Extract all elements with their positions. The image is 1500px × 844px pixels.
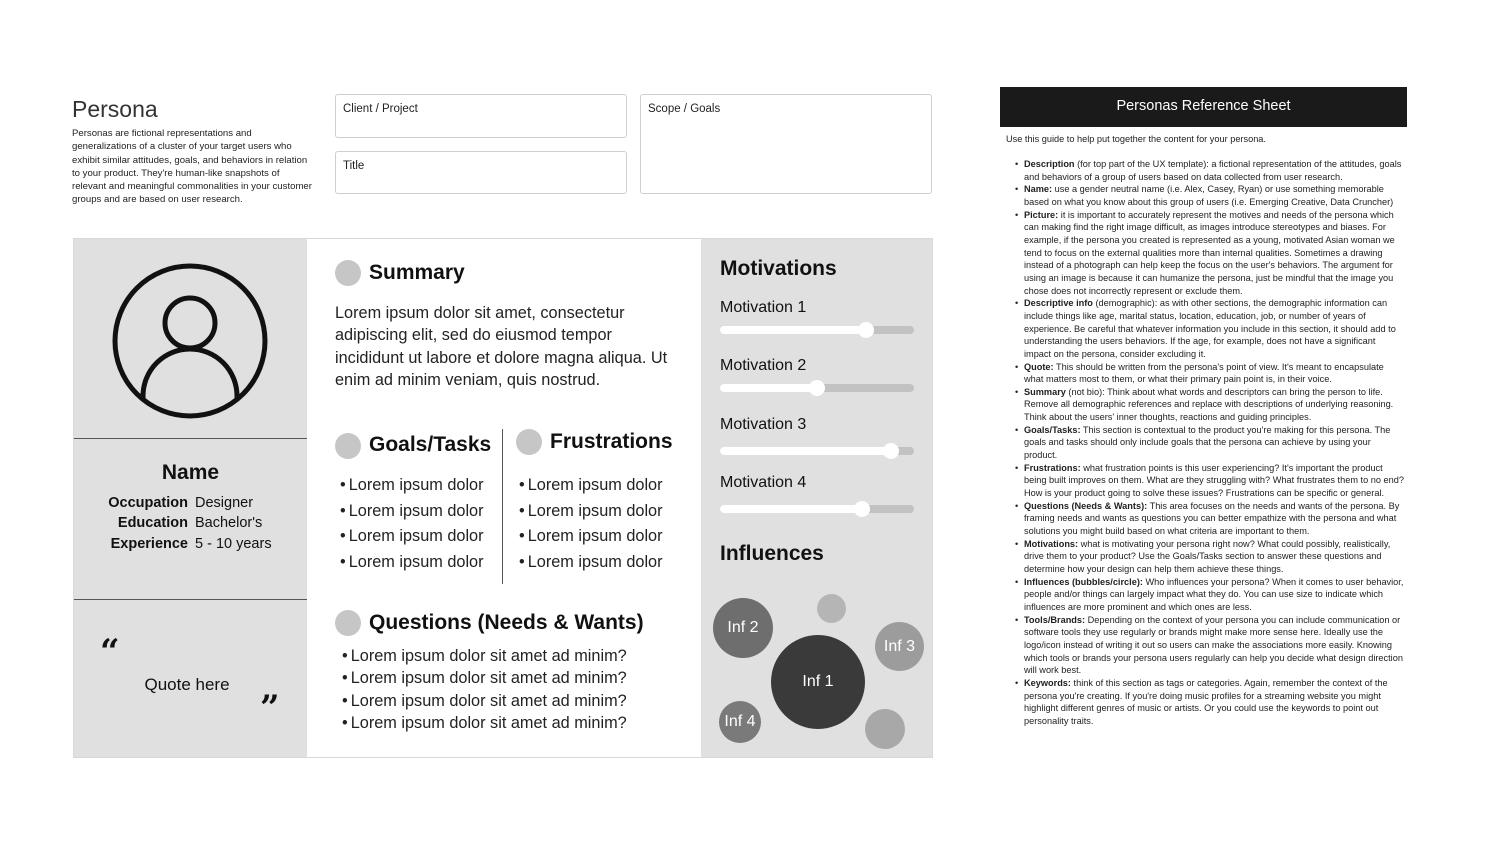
title-field[interactable]: [335, 151, 627, 194]
scope-goals-field[interactable]: [640, 94, 932, 194]
list-item: [1024, 424, 1404, 462]
summary-text: Lorem ipsum dolor sit amet, consectetur adipiscing elit, sed do eiusmod tempor incididunt ut labore et dolore magna aliqua. Ut enim ad minim veniam, quis nostrud.: [335, 304, 668, 389]
influence-bubble: Inf 3: [875, 622, 924, 671]
reference-term: Quote:: [1024, 361, 1054, 372]
motivation-slider-2[interactable]: [720, 384, 914, 392]
motivation-label-2: Motivation 2: [720, 357, 807, 374]
list-item: • Lorem ipsum dolor: [340, 550, 484, 576]
reference-text: Depending on the context of your persona you can include communication or software tools they use regularly or brands might make more sense here. Ideally use the logo/icon instead of writing it out so users can make the associations more easily. Knowing which tools or brands your persona users regularly can help you decide what design direction will work best.: [1024, 614, 1403, 676]
list-item: • Lorem ipsum dolor: [340, 473, 484, 499]
list-item: • Lorem ipsum dolor sit amet ad minim?: [342, 667, 627, 689]
reference-list: [1024, 158, 1404, 728]
motivation-slider-1[interactable]: [720, 326, 914, 334]
motivations-heading: Motivations: [720, 257, 837, 280]
reference-term: Summary: [1024, 386, 1066, 397]
quote-open-icon: “: [100, 632, 120, 672]
reference-text: (for top part of the UX template): a fictional representation of the attitudes, goals and behaviors of a group of users based on data collected from user research.: [1024, 159, 1402, 182]
motivations-column: [701, 239, 932, 757]
title-label: Title: [343, 160, 365, 172]
details-column: [307, 239, 701, 757]
experience-value: 5 - 10 years: [195, 536, 272, 552]
reference-term: Name:: [1024, 184, 1053, 195]
motivation-slider-4[interactable]: [720, 505, 914, 513]
reference-sheet-title: Personas Reference Sheet: [1000, 87, 1407, 127]
summary-dot-icon: [335, 260, 361, 286]
list-item: • Lorem ipsum dolor: [519, 524, 663, 550]
persona-quote: Quote here: [144, 675, 230, 694]
goals-dot-icon: [335, 433, 361, 459]
frustrations-dot-icon: [516, 429, 542, 455]
list-item: • Lorem ipsum dolor: [340, 524, 484, 550]
reference-term: Descriptive info: [1024, 298, 1093, 309]
reference-text: Who influences your persona? When it comes to user behavior, people and/or things can largely impact what they do. You can use size to indicate which influences are more prominent and which ones are less.: [1024, 576, 1404, 612]
profile-divider-bottom: [74, 599, 307, 600]
profile-divider-top: [74, 438, 307, 439]
reference-text: (demographic): as with other sections, the demographic information can include things like age, marital status, location, education, job, or number of years of experience. Be careful that whatever information you include in this section, it should add to understanding the users behaviors. If the age, for example, does not have a significant impact on the persona, consider excluding it.: [1024, 298, 1396, 359]
quote-close-icon: ”: [260, 688, 280, 728]
list-item: • Lorem ipsum dolor sit amet ad minim?: [342, 645, 627, 667]
client-project-field[interactable]: [335, 94, 627, 138]
info-row-occupation: [74, 495, 307, 515]
persona-name: Name: [161, 461, 220, 484]
list-item: [1024, 386, 1404, 424]
scope-goals-label: Scope / Goals: [648, 103, 721, 115]
reference-term: Tools/Brands:: [1024, 614, 1086, 625]
list-item: [1024, 183, 1404, 208]
influence-bubble: [817, 594, 846, 623]
list-item: [1024, 297, 1404, 360]
occupation-value: Designer: [195, 495, 254, 511]
goals-frustrations-divider: [502, 429, 503, 584]
reference-term: Goals/Tasks:: [1024, 424, 1081, 435]
motivation-fill-3: [720, 447, 891, 455]
questions-heading: Questions (Needs & Wants): [369, 611, 644, 634]
motivation-fill-1: [720, 326, 866, 334]
list-item: [1024, 209, 1404, 298]
reference-text: This section is contextual to the product you're making for this persona. The goals and tasks should only include goals that the persona can achieve by using your product.: [1024, 424, 1391, 461]
reference-intro: Use this guide to help put together the content for your persona.: [1006, 134, 1266, 144]
list-item: [1024, 677, 1404, 728]
education-label: Education: [117, 515, 188, 531]
motivation-knob-1[interactable]: [858, 322, 874, 338]
persona-card: [73, 238, 933, 758]
frustrations-heading: Frustrations: [550, 430, 673, 453]
reference-term: Influences (bubbles/circle):: [1024, 576, 1143, 587]
influence-bubble: Inf 4: [719, 701, 761, 743]
influences-heading: Influences: [720, 542, 824, 565]
questions-dot-icon: [335, 610, 361, 636]
list-item: [1024, 361, 1404, 386]
reference-text: what is motivating your persona right now? What could possibly, realistically, drive them to your product? Use the Goals/Tasks section to answer these questions and determine how your design can help them achieve these things.: [1024, 538, 1391, 574]
influence-bubble: [865, 709, 905, 749]
list-item: • Lorem ipsum dolor: [340, 499, 484, 525]
reference-term: Frustrations:: [1024, 462, 1081, 473]
reference-text: use a gender neutral name (i.e. Alex, Casey, Ryan) or use something memorable based on what you know about this group of users (i.e. Emerging Creative, Data Cruncher): [1024, 184, 1394, 207]
questions-list: [342, 645, 627, 734]
goals-heading: Goals/Tasks: [369, 433, 492, 456]
reference-text: think of this section as tags or categories. Again, remember the context of the persona you're creating. If you're doing music profiles for a streaming website you might highlight different genres of music or artists. Or you could use the keywords to point out personality traits.: [1024, 677, 1388, 726]
list-item: • Lorem ipsum dolor sit amet ad minim?: [342, 712, 627, 734]
education-value: Bachelor's: [195, 515, 263, 531]
reference-term: Motivations:: [1024, 538, 1079, 549]
motivation-knob-4[interactable]: [854, 501, 870, 517]
info-row-experience: [74, 536, 307, 556]
list-item: [1024, 158, 1404, 183]
motivation-knob-3[interactable]: [883, 443, 899, 459]
reference-term: Picture:: [1024, 209, 1059, 220]
list-item: [1024, 500, 1404, 538]
motivation-label-1: Motivation 1: [720, 299, 807, 316]
profile-column: [74, 239, 307, 757]
influence-bubble: Inf 1: [771, 635, 865, 729]
reference-text: it is important to accurately represent the motives and needs of the persona which can making find the right image difficult, as images introduce stereotypes and biases. For example, if the persona you created is represented as a young, motivated Asian woman we tend to focus on the external qualities more than internal qualities. Sometimes a drawing instead of a photograph can help keep the focus on the user's behaviors. The argument for using an image is because it can humanize the persona, just be mindful that the image you chose does not incorrectly represent or exclude them.: [1024, 209, 1395, 296]
reference-text: This should be written from the persona's point of view. It's meant to encapsulate what matters most to them, or what their primary pain point is, in their voice.: [1024, 361, 1384, 385]
page-title: Persona: [72, 96, 158, 122]
frustrations-list: [519, 473, 663, 575]
motivation-label-4: Motivation 4: [720, 474, 807, 491]
list-item: • Lorem ipsum dolor: [519, 499, 663, 525]
reference-text: what frustration points is this user experiencing? It's important the product being built improves on them. What are they struggling with? What frustrates them to no end? How is your product going to solve these issues? Frustrations can be specific or general.: [1024, 462, 1404, 499]
list-item: • Lorem ipsum dolor sit amet ad minim?: [342, 690, 627, 712]
list-item: [1024, 614, 1404, 677]
motivation-slider-3[interactable]: [720, 447, 914, 455]
reference-text: This area focuses on the needs and wants of the persona. By framing needs and wants as questions you can better empathize with the persona and what solutions you might build based on what criteria are important to them.: [1024, 500, 1400, 537]
occupation-label: Occupation: [108, 495, 188, 511]
influence-bubble: Inf 2: [713, 598, 773, 658]
info-row-education: [74, 515, 307, 535]
experience-label: Experience: [110, 536, 188, 552]
goals-list: [340, 473, 484, 575]
list-item: [1024, 576, 1404, 614]
reference-term: Keywords:: [1024, 677, 1071, 688]
reference-text: (not bio): Think about what words and descriptors can bring the person to life. Remove all demographic references and replace with descriptions of underlying reasoning. Think about the users' inner thoughts, reactions and guiding principles.: [1024, 386, 1394, 423]
motivation-fill-2: [720, 384, 817, 392]
motivation-fill-4: [720, 505, 862, 513]
list-item: • Lorem ipsum dolor: [519, 550, 663, 576]
client-project-label: Client / Project: [343, 103, 418, 115]
reference-term: Description: [1024, 159, 1075, 169]
motivation-knob-2[interactable]: [809, 380, 825, 396]
summary-heading: Summary: [369, 261, 465, 284]
persona-description: Personas are fictional representations and generalizations of a cluster of your target users who exhibit similar attitudes, goals, and behaviors in relation to your product. They're human-like snapshots of relevant and meaningful commonalities in your customer groups and are based on user research.: [72, 128, 312, 206]
list-item: • Lorem ipsum dolor: [519, 473, 663, 499]
list-item: [1024, 462, 1404, 500]
reference-term: Questions (Needs & Wants):: [1024, 500, 1148, 511]
motivation-label-3: Motivation 3: [720, 416, 807, 433]
user-avatar-icon: [110, 261, 270, 421]
list-item: [1024, 538, 1404, 576]
